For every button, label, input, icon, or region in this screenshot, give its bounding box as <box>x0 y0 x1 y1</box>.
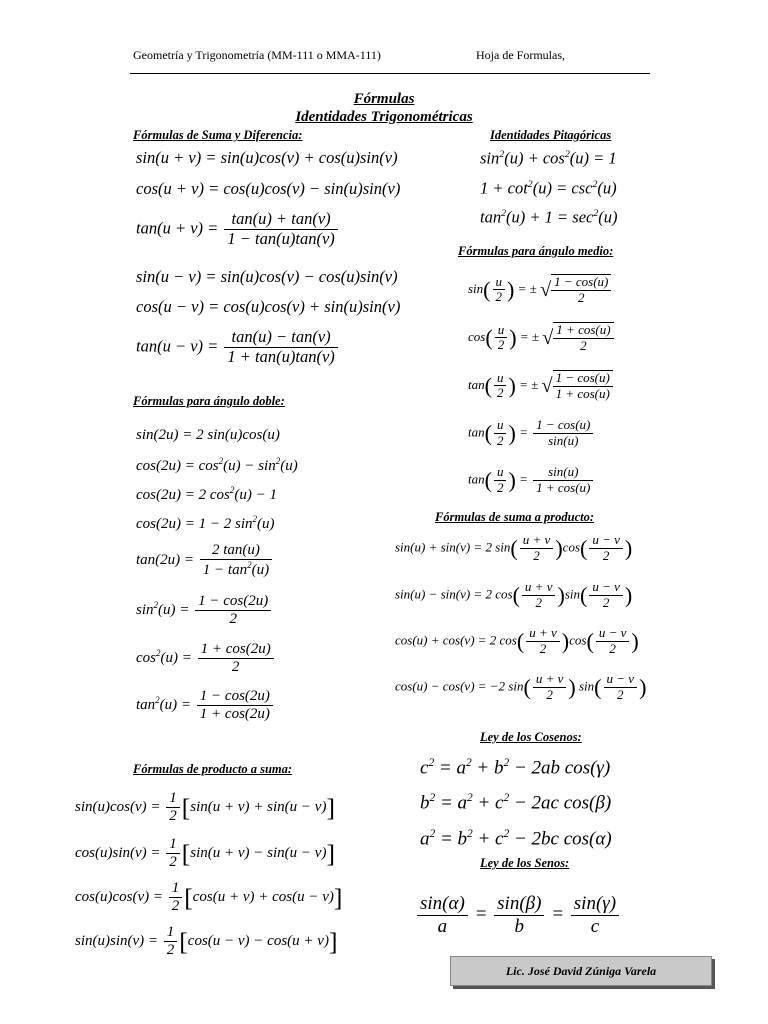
formula-pyth-2: $1 + \cot^2(u) = \csc^2(u)$ <box>480 178 617 198</box>
formula-half-cos: cos( $\frac{u}{2}$ ) = ± √ $\frac{1 + \cos(u)}{2}$ <box>468 322 616 354</box>
formula-half-tan-3: tan( $\frac{u}{2}$ ) = $\frac{\sin(u)}{1 + \cos(u)}$ <box>468 465 595 496</box>
formula-double-cos-1: $\cos(2u) = \cos^2(u) - \sin^2(u)$ <box>136 456 298 474</box>
formula-tan-sum: tan(u + v) = $\frac{\tan(u) + \tan(v)}{1 - \tan(u)\tan(v)}$ <box>136 210 340 249</box>
main-title: Fórmulas <box>353 91 415 107</box>
formula-sp-4: cos(u) − cos(v) = −2 sin( $\frac{u + v}{2}$ ) sin( $\frac{u - v}{2}$ ) <box>395 671 647 702</box>
formula-ps-3: cos(u)cos(v) = $\frac{1}{2}$ [cos(u + v) + cos(u − v)] <box>75 880 343 915</box>
section-ley-senos: Ley de los Senos: <box>480 856 570 870</box>
formula-cos-law-3: $a^2 = b^2 + c^2 - 2bc$ cos(α) <box>420 828 612 850</box>
formula-sp-3: cos(u) + cos(v) = 2 cos( $\frac{u + v}{2}$ )cos( $\frac{u - v}{2}$ ) <box>395 625 639 656</box>
formula-half-tan-1: tan( $\frac{u}{2}$ ) = ± √ $\frac{1 - \cos(u)}{1 + \cos(u)}$ <box>468 370 615 402</box>
formula-ps-2: cos(u)sin(v) = $\frac{1}{2}$ [sin(u + v) − sin(u − v)] <box>75 836 335 871</box>
formula-sp-2: sin(u) − sin(v) = 2 cos( $\frac{u + v}{2}$ )sin( $\frac{u - v}{2}$ ) <box>395 579 633 610</box>
formula-tan-diff: tan(u − v) = $\frac{\tan(u) - \tan(v)}{1 + \tan(u)\tan(v)}$ <box>136 328 340 367</box>
formula-cos-diff: cos(u − v) = cos(u)cos(v) + sin(u)sin(v) <box>136 297 401 316</box>
formula-pyth-1: $\sin^2(u) + \cos^2(u) = 1$ <box>480 148 617 168</box>
formula-power-cos: $\cos^2(u)$ = $\frac{1 + \cos(2u)}{2}$ <box>136 641 276 677</box>
formula-sin-sum: sin(u + v) = sin(u)cos(v) + cos(u)sin(v) <box>136 148 398 167</box>
formula-double-cos-2: cos(2u) = 2 $\cos^2(u) - 1$ <box>136 485 277 503</box>
section-angulo-doble: Fórmulas para ángulo doble: <box>133 394 285 408</box>
formula-double-cos-3: cos(2u) = 1 − 2 $\sin^2(u)$ <box>136 514 275 532</box>
section-angulo-medio: Fórmulas para ángulo medio: <box>458 244 614 258</box>
formula-ps-4: sin(u)sin(v) = $\frac{1}{2}$ [cos(u − v) − cos(u + v)] <box>75 924 338 959</box>
section-suma-diferencia: Fórmulas de Suma y Diferencia: <box>133 128 303 142</box>
formula-half-sin: sin( $\frac{u}{2}$ ) = ± √ $\frac{1 - \cos(u)}{2}$ <box>468 274 613 306</box>
section-suma-producto: Fórmulas de suma a producto: <box>435 510 595 524</box>
formula-cos-sum: cos(u + v) = cos(u)cos(v) − sin(u)sin(v) <box>136 179 401 198</box>
formula-cos-law-2: $b^2 = a^2 + c^2 - 2ac$ cos(β) <box>420 792 612 814</box>
formula-sp-1: sin(u) + sin(v) = 2 sin( $\frac{u + v}{2}$ )cos( $\frac{u - v}{2}$ ) <box>395 532 633 563</box>
header-rule <box>130 73 650 74</box>
formula-double-sin: sin(2u) = 2 sin(u)cos(u) <box>136 427 280 443</box>
formula-power-sin: $\sin^2(u)$ = $\frac{1 - \cos(2u)}{2}$ <box>136 593 273 629</box>
course-title: Geometría y Trigonometría (MM-111 o MMA-111) <box>133 48 381 62</box>
section-pitagoricas: Identidades Pitagóricas <box>490 128 612 142</box>
sub-title: Identidades Trigonométricas <box>295 109 473 125</box>
section-ley-cosenos: Ley de los Cosenos: <box>480 730 582 744</box>
formula-half-tan-2: tan( $\frac{u}{2}$ ) = $\frac{1 - \cos(u)}{\sin(u)}$ <box>468 418 595 449</box>
formula-sin-diff: sin(u − v) = sin(u)cos(v) − cos(u)sin(v) <box>136 267 398 286</box>
author-box <box>450 956 712 986</box>
formula-double-tan: tan(2u) = $\frac{2 \tan(u)}{1 - \tan^2(u)}$ <box>136 542 274 580</box>
formula-ps-1: sin(u)cos(v) = $\frac{1}{2}$ [sin(u + v) + sin(u − v)] <box>75 790 335 825</box>
formula-power-tan: $\tan^2(u)$ = $\frac{1 - \cos(2u)}{1 + \cos(2u)}$ <box>136 688 275 724</box>
formula-cos-law-1: $c^2 = a^2 + b^2 - 2ab$ cos(γ) <box>420 757 611 779</box>
section-producto-suma: Fórmulas de producto a suma: <box>133 762 293 776</box>
formula-sin-law: $\frac{\sin(\alpha)}{a}$ = $\frac{\sin(\beta)}{b}$ = $\frac{\sin(\gamma)}{c}$ <box>415 893 621 938</box>
author-name: Lic. José David Zúniga Varela <box>505 963 657 978</box>
sheet-title: Hoja de Formulas, <box>476 48 565 62</box>
formula-pyth-3: $\tan^2(u) + 1 = \sec^2(u)$ <box>480 207 618 227</box>
